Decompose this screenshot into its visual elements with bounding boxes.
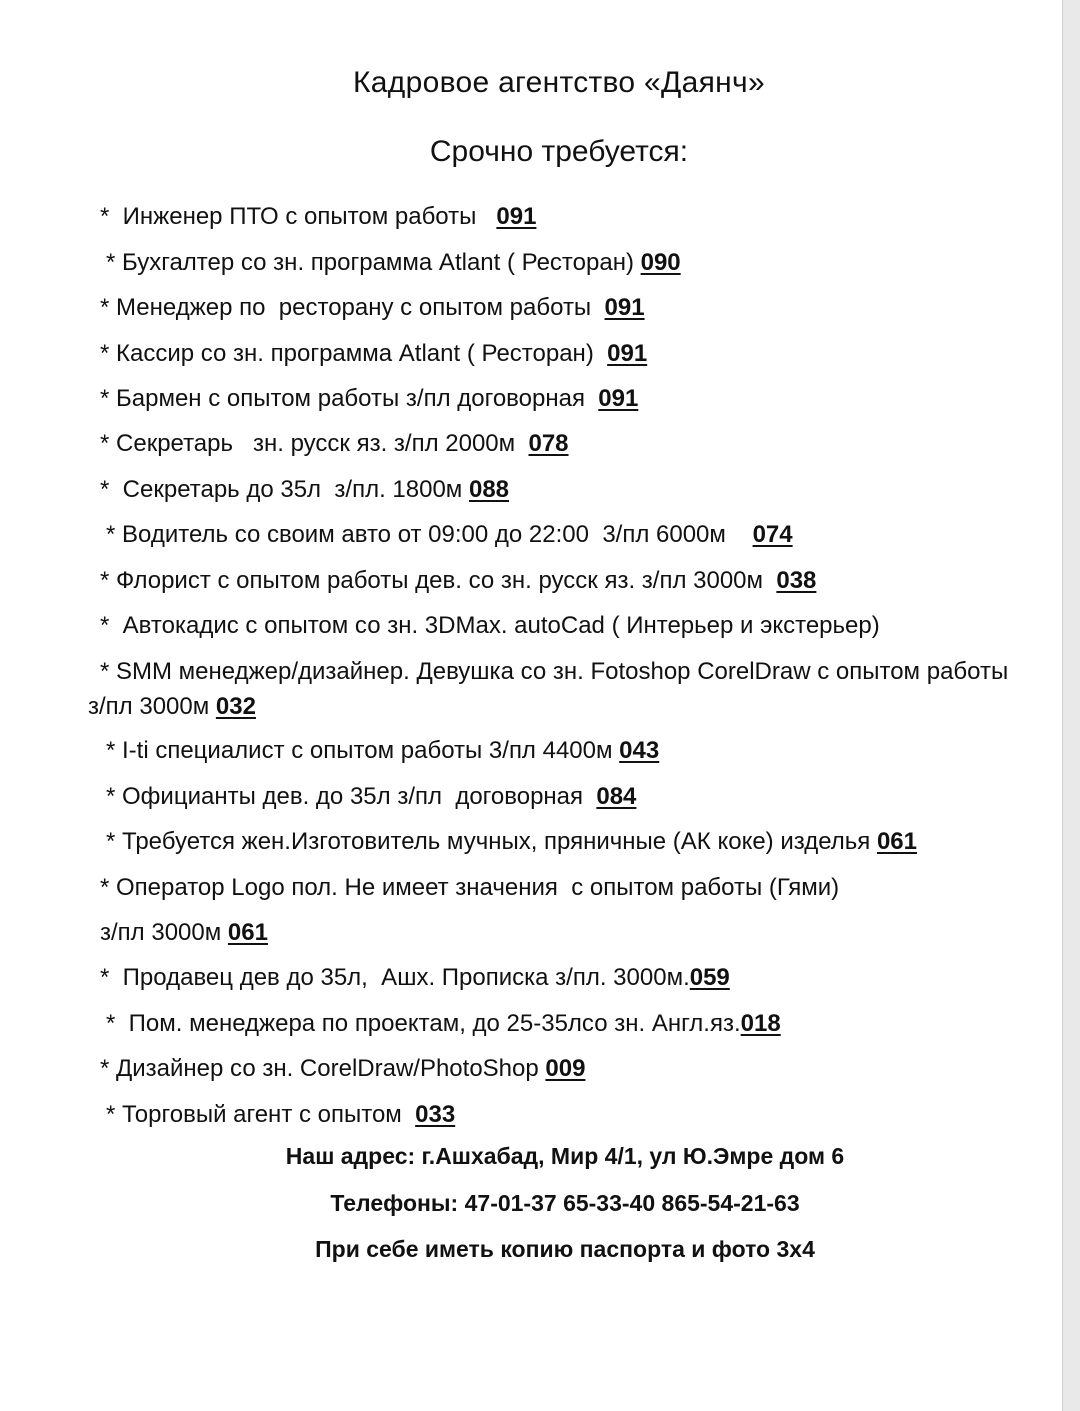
job-item: * Секретарь зн. русск яз. з/пл 2000м 078 [100,430,569,457]
job-item: * Торговый агент с опытом 033 [106,1101,456,1128]
job-item: * Кассир со зн. программа Atlant ( Ресторан) 091 [100,340,648,367]
job-item: * Бухгалтер со зн. программа Atlant ( Ресторан) 090 [106,249,681,276]
job-item: * Автокадис с опытом со зн. 3DMax. autoCad ( Интерьер и экстерьер) [100,612,880,639]
job-item: * Официанты дев. до 35л з/пл договорная 084 [106,783,637,810]
agency-title: Кадровое агентство «Даянч» [353,66,765,99]
job-item: * Флорист с опытом работы дев. со зн. русск яз. з/пл 3000м 038 [100,567,817,594]
urgent-heading: Срочно требуется: [429,135,689,168]
job-item-continuation: з/пл 3000м 061 [100,919,268,946]
job-item: * Инженер ПТО с опытом работы 091 [100,203,537,230]
phones-line: Телефоны: 47-01-37 65-33-40 865-54-21-63 [330,1190,800,1216]
documents-note: При себе иметь копию паспорта и фото 3х4 [315,1236,815,1262]
job-item: * Менеджер по ресторану с опытом работы 091 [100,294,645,321]
job-item: * Дизайнер со зн. CorelDraw/PhotoShop 009 [100,1055,586,1082]
job-item: * Оператор Logo пол. Не имеет значения с опытом работы (Гями) [100,874,840,901]
job-item: * I-ti специалист с опытом работы 3/пл 4400м 043 [106,737,660,764]
job-item: * Бармен с опытом работы з/пл договорная 091 [100,385,639,412]
job-item: * Пом. менеджера по проектам, до 25-35лсо зн. Англ.яз.018 [106,1010,781,1037]
job-item: * Водитель со своим авто от 09:00 до 22:00 3/пл 6000м 074 [106,521,793,548]
job-item: * Секретарь до 35л з/пл. 1800м 088 [100,476,510,503]
job-item: * Продавец дев до 35л, Ашх. Прописка з/пл. 3000м.059 [100,964,730,991]
job-item: * SMM менеджер/дизайнер. Девушка со зн. Fotoshop CorelDraw с опытом работы з/пл 3000м 032 [88,658,1009,720]
job-item: * Требуется жен.Изготовитель мучных, пряничные (АК коке) изделья 061 [106,828,917,855]
address-line: Наш адрес: г.Ашхабад, Мир 4/1, ул Ю.Эмре дом 6 [285,1143,845,1169]
